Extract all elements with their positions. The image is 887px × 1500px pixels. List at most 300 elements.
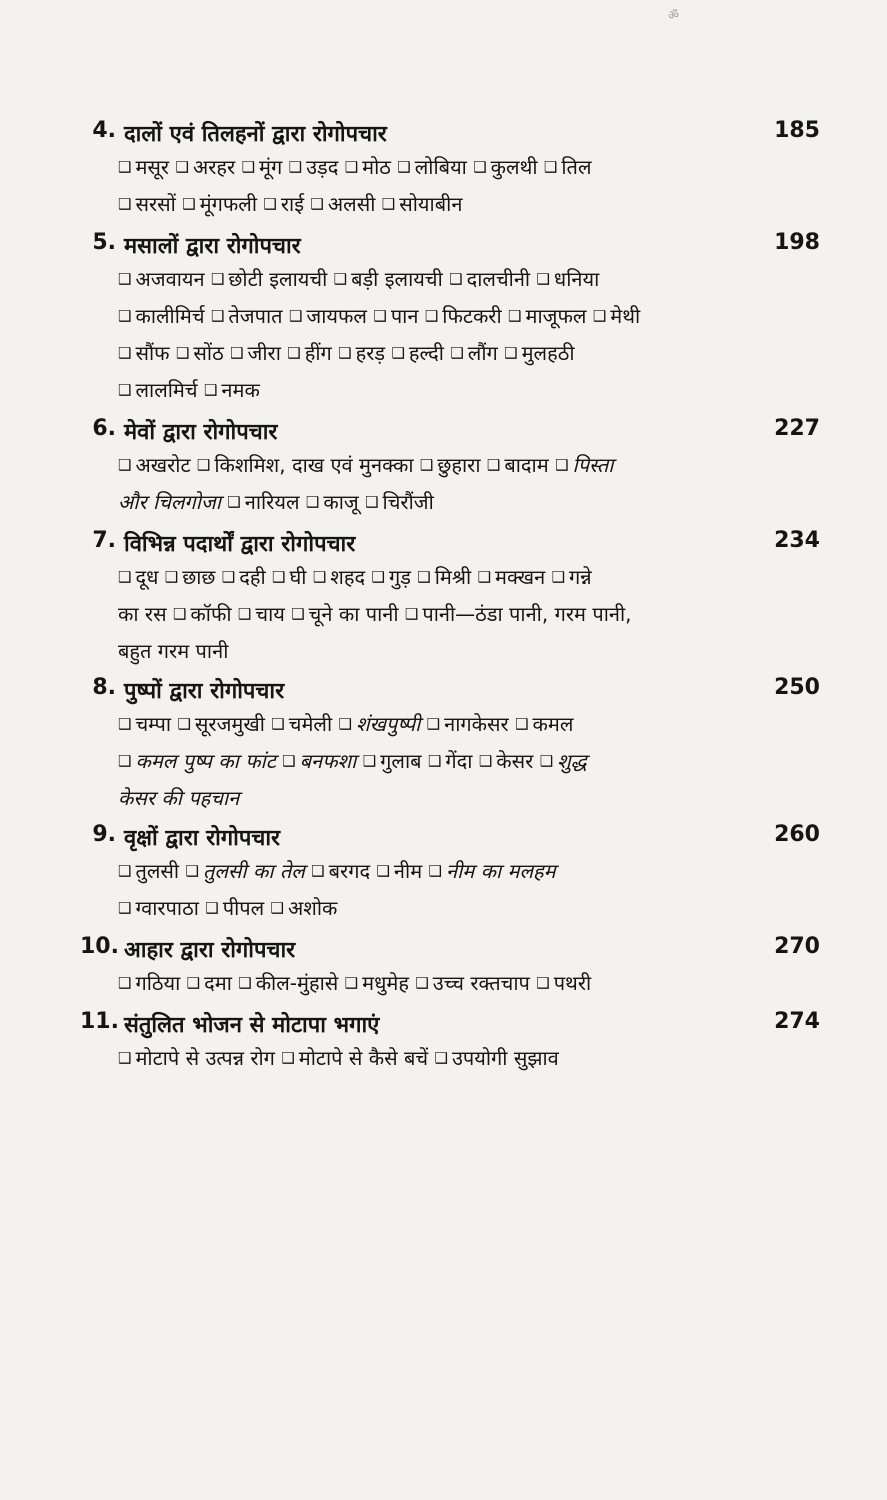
- toc-entry[interactable]: [80, 112, 820, 224]
- bullet-icon: ❑: [338, 344, 352, 362]
- bullet-icon: ❑: [381, 195, 396, 213]
- bullet-icon: ❑: [118, 862, 132, 880]
- bullet-icon: ❑: [477, 568, 492, 586]
- topic-text: मोटापे से उत्पन्न रोग: [135, 1046, 275, 1070]
- toc-entry-heading[interactable]: [80, 669, 820, 707]
- topic-text: सरसों: [135, 192, 176, 216]
- topic-item: [397, 155, 467, 179]
- topic-line: [118, 299, 818, 336]
- topic-item: [434, 1046, 558, 1070]
- page-number: 227: [774, 416, 820, 441]
- topic-text: अजवायन: [135, 267, 205, 291]
- toc-entry-heading[interactable]: [80, 928, 820, 966]
- bullet-icon: ❑: [592, 307, 607, 325]
- topic-item: [118, 453, 191, 477]
- bullet-icon: ❑: [434, 1049, 448, 1067]
- topic-text: दही: [239, 565, 266, 589]
- topic-text: शुद्ध: [557, 749, 587, 773]
- bullet-icon: ❑: [404, 605, 419, 623]
- topic-item: [227, 490, 299, 514]
- topic-text: पान: [390, 304, 419, 328]
- bullet-icon: ❑: [543, 158, 558, 176]
- topic-item: [271, 712, 332, 736]
- topic-text: अरहर: [192, 155, 236, 179]
- topic-item: [118, 786, 239, 810]
- toc-entry[interactable]: [80, 928, 820, 1003]
- page-number: 270: [774, 934, 820, 959]
- topic-text: चमेली: [288, 712, 333, 736]
- toc-entry-heading[interactable]: [80, 1003, 820, 1041]
- toc-entry[interactable]: [80, 224, 820, 410]
- topic-text: कॉफी: [190, 602, 232, 626]
- topic-text: पानी—ठंडा पानी, गरम पानी,: [422, 602, 632, 626]
- topic-list: [80, 1041, 818, 1078]
- topic-line: [118, 634, 818, 669]
- topic-text: तेजपात: [228, 304, 283, 328]
- bullet-icon: ❑: [270, 899, 284, 917]
- topic-item: [118, 896, 199, 920]
- toc-entry-heading[interactable]: [80, 112, 820, 150]
- page-number: 234: [774, 528, 820, 553]
- topic-text: गेंदा: [445, 749, 473, 773]
- topic-item: [339, 712, 421, 736]
- chapter-number: 4.: [92, 118, 116, 143]
- toc-entry[interactable]: [80, 1003, 820, 1078]
- topic-item: [289, 155, 339, 179]
- topic-text: ग्वारपाठा: [135, 896, 199, 920]
- topic-text: गठिया: [135, 971, 181, 995]
- bullet-icon: ❑: [551, 568, 566, 586]
- topic-item: [291, 602, 398, 626]
- bullet-icon: ❑: [272, 568, 286, 586]
- topic-text: चिरौंजी: [382, 490, 434, 514]
- chapter-number: 10.: [80, 934, 119, 959]
- chapter-title: दालों एवं तिलहनों द्वारा रोगोपचार: [124, 122, 387, 147]
- topic-text: मिश्री: [434, 565, 472, 589]
- topic-item: [338, 341, 385, 365]
- topic-text: उड़द: [306, 155, 339, 179]
- topic-text: गुलाब: [380, 749, 422, 773]
- topic-item: [306, 490, 359, 514]
- toc-entry-heading[interactable]: [80, 816, 820, 854]
- topic-item: [165, 565, 216, 589]
- bullet-icon: ❑: [486, 456, 501, 474]
- topic-text: अलसी: [327, 192, 376, 216]
- bullet-icon: ❑: [397, 158, 411, 176]
- topic-line: [118, 448, 818, 485]
- topic-item: [450, 341, 497, 365]
- topic-list: [80, 560, 818, 669]
- bullet-icon: ❑: [118, 974, 132, 992]
- topic-text: केसर: [496, 749, 534, 773]
- topic-item: [544, 155, 592, 179]
- topic-text: मोठ: [362, 155, 391, 179]
- topic-item: [211, 267, 327, 291]
- topic-text: तुलसी: [135, 859, 180, 883]
- toc-entry[interactable]: [80, 522, 820, 669]
- chapter-title: वृक्षों द्वारा रोगोपचार: [124, 826, 281, 851]
- bullet-icon: ❑: [478, 752, 493, 770]
- bullet-icon: ❑: [539, 752, 554, 770]
- chapter-title: विभिन्न पदार्थों द्वारा रोगोपचार: [124, 532, 356, 557]
- bullet-icon: ❑: [338, 715, 352, 733]
- topic-item: [415, 971, 530, 995]
- topic-text: दमा: [204, 971, 232, 995]
- table-of-contents: [80, 112, 820, 1078]
- topic-text: काजू: [323, 490, 359, 514]
- topic-text: छाछ: [182, 565, 216, 589]
- toc-entry-heading[interactable]: [80, 224, 820, 262]
- topic-line: [118, 744, 818, 781]
- topic-line: [118, 150, 818, 187]
- topic-item: [515, 712, 573, 736]
- topic-item: [118, 712, 171, 736]
- topic-line: [118, 187, 818, 224]
- bullet-icon: ❑: [362, 752, 377, 770]
- bullet-icon: ❑: [287, 344, 301, 362]
- chapter-title: मसालों द्वारा रोगोपचार: [124, 234, 301, 259]
- bullet-icon: ❑: [424, 307, 439, 325]
- chapter-number: 11.: [80, 1009, 119, 1034]
- bullet-icon: ❑: [371, 568, 385, 586]
- topic-line: [118, 707, 818, 744]
- topic-item: [118, 341, 170, 365]
- bullet-icon: ❑: [221, 568, 236, 586]
- bullet-icon: ❑: [118, 456, 132, 474]
- topic-item: [311, 859, 370, 883]
- bullet-icon: ❑: [449, 270, 463, 288]
- topic-text: तिल: [561, 155, 592, 179]
- topic-item: [428, 749, 473, 773]
- topic-text: नमक: [221, 378, 260, 402]
- bullet-icon: ❑: [175, 158, 189, 176]
- topic-item: [118, 602, 167, 626]
- bullet-icon: ❑: [118, 195, 132, 213]
- topic-item: [173, 602, 232, 626]
- bullet-icon: ❑: [271, 715, 285, 733]
- topic-item: [204, 378, 260, 402]
- topic-item: [263, 192, 304, 216]
- topic-item: [187, 971, 232, 995]
- bullet-icon: ❑: [288, 307, 303, 325]
- topic-item: [391, 341, 444, 365]
- bullet-icon: ❑: [515, 715, 529, 733]
- topic-text: राई: [280, 192, 305, 216]
- topic-item: [118, 1046, 275, 1070]
- topic-item: [429, 859, 556, 883]
- topic-item: [118, 378, 198, 402]
- topic-text: पथरी: [553, 971, 592, 995]
- topic-text: हरड़: [355, 341, 386, 365]
- topic-text: गन्ने: [569, 565, 592, 589]
- topic-text: कुलथी: [490, 155, 538, 179]
- topic-item: [118, 490, 221, 514]
- bullet-icon: ❑: [118, 307, 132, 325]
- topic-item: [118, 859, 179, 883]
- bullet-icon: ❑: [281, 1049, 295, 1067]
- topic-text: छुहारा: [437, 453, 481, 477]
- topic-item: [118, 155, 169, 179]
- topic-item: [176, 341, 224, 365]
- toc-entry[interactable]: [80, 816, 820, 928]
- topic-text: सोयाबीन: [399, 192, 463, 216]
- topic-text: और चिलगोजा: [118, 490, 221, 514]
- topic-text: फिटकरी: [442, 304, 502, 328]
- topic-text: पिस्ता: [572, 453, 614, 477]
- topic-text: दूध: [135, 565, 159, 589]
- topic-text: माजूफल: [525, 304, 587, 328]
- bullet-icon: ❑: [508, 307, 522, 325]
- topic-text: नारियल: [244, 490, 300, 514]
- topic-text: अशोक: [288, 896, 338, 920]
- bullet-icon: ❑: [450, 344, 464, 362]
- topic-item: [197, 453, 414, 477]
- toc-entry[interactable]: [80, 669, 820, 816]
- bullet-icon: ❑: [291, 605, 305, 623]
- topic-text: मोटापे से कैसे बचें: [298, 1046, 429, 1070]
- topic-item: [473, 155, 537, 179]
- chapter-number: 6.: [92, 416, 116, 441]
- topic-item: [313, 565, 365, 589]
- topic-text: सोंठ: [193, 341, 224, 365]
- chapter-number: 9.: [92, 822, 116, 847]
- topic-item: [365, 490, 434, 514]
- bullet-icon: ❑: [555, 456, 569, 474]
- topic-line: [118, 373, 818, 410]
- bullet-icon: ❑: [536, 974, 550, 992]
- chapter-number: 7.: [92, 528, 116, 553]
- topic-text: मधुमेह: [362, 971, 409, 995]
- topic-item: [118, 639, 228, 663]
- topic-item: [177, 712, 265, 736]
- bullet-icon: ❑: [182, 195, 196, 213]
- topic-item: [552, 565, 592, 589]
- topic-item: [425, 304, 502, 328]
- chapter-title: मेवों द्वारा रोगोपचार: [124, 420, 278, 445]
- bullet-icon: ❑: [241, 158, 256, 176]
- page-number: 198: [774, 230, 820, 255]
- bullet-icon: ❑: [373, 307, 387, 325]
- topic-text: का रस: [118, 602, 167, 626]
- topic-text: तुलसी का तेल: [202, 859, 305, 883]
- topic-text: धनिया: [553, 267, 600, 291]
- topic-text: मुलहठी: [521, 341, 575, 365]
- topic-text: नीम का मलहम: [445, 859, 556, 883]
- topic-item: [272, 565, 306, 589]
- topic-line: [118, 781, 818, 816]
- bullet-icon: ❑: [415, 974, 429, 992]
- bullet-icon: ❑: [376, 862, 390, 880]
- page-number: 185: [774, 118, 820, 143]
- toc-entry-heading[interactable]: [80, 522, 820, 560]
- chapter-number: 5.: [92, 230, 116, 255]
- topic-item: [504, 341, 574, 365]
- topic-text: बादाम: [504, 453, 549, 477]
- topic-text: उपयोगी सुझाव: [451, 1046, 559, 1070]
- topic-text: कील-मुंहासे: [255, 971, 339, 995]
- topic-text: शंखपुष्पी: [355, 712, 421, 736]
- topic-item: [334, 267, 443, 291]
- topic-item: [271, 896, 338, 920]
- bullet-icon: ❑: [164, 568, 179, 586]
- topic-item: [185, 859, 304, 883]
- topic-item: [363, 749, 422, 773]
- topic-item: [345, 971, 409, 995]
- bullet-icon: ❑: [344, 158, 359, 176]
- topic-item: [376, 859, 422, 883]
- topic-text: मक्खन: [495, 565, 546, 589]
- topic-item: [222, 565, 266, 589]
- bullet-icon: ❑: [118, 1049, 132, 1067]
- topic-text: छोटी इलायची: [228, 267, 328, 291]
- bullet-icon: ❑: [282, 752, 296, 770]
- bullet-icon: ❑: [263, 195, 277, 213]
- topic-text: मूंग: [259, 155, 283, 179]
- topic-text: नीम: [393, 859, 423, 883]
- bullet-icon: ❑: [210, 270, 225, 288]
- topic-list: [80, 448, 818, 522]
- topic-text: मसूर: [135, 155, 170, 179]
- bullet-icon: ❑: [428, 862, 442, 880]
- bullet-icon: ❑: [118, 381, 132, 399]
- bullet-icon: ❑: [333, 270, 348, 288]
- topic-text: उच्च रक्तचाप: [432, 971, 530, 995]
- bullet-icon: ❑: [227, 493, 241, 511]
- bullet-icon: ❑: [118, 899, 132, 917]
- topic-list: [80, 854, 818, 928]
- topic-text: जीरा: [247, 341, 281, 365]
- topic-text: मेथी: [610, 304, 641, 328]
- topic-item: [555, 453, 613, 477]
- topic-text: बरगद: [328, 859, 371, 883]
- topic-item: [281, 1046, 428, 1070]
- bullet-icon: ❑: [365, 493, 379, 511]
- topic-item: [427, 712, 509, 736]
- topic-text: किशमिश, दाख एवं मुनक्का: [214, 453, 414, 477]
- page-number: 250: [774, 675, 820, 700]
- bullet-icon: ❑: [230, 344, 244, 362]
- chapter-title: आहार द्वारा रोगोपचार: [124, 938, 296, 963]
- topic-item: [118, 565, 158, 589]
- topic-line: [118, 1041, 818, 1078]
- topic-item: [449, 267, 530, 291]
- bullet-icon: ❑: [175, 344, 190, 362]
- bullet-icon: ❑: [210, 307, 225, 325]
- topic-line: [118, 336, 818, 373]
- bullet-icon: ❑: [118, 752, 132, 770]
- topic-text: चाय: [255, 602, 285, 626]
- topic-item: [536, 971, 591, 995]
- bullet-icon: ❑: [118, 344, 132, 362]
- bullet-icon: ❑: [427, 752, 442, 770]
- bullet-icon: ❑: [344, 974, 359, 992]
- toc-entry-heading[interactable]: [80, 410, 820, 448]
- topic-text: अखरोट: [135, 453, 191, 477]
- topic-item: [182, 192, 257, 216]
- bullet-icon: ❑: [310, 195, 324, 213]
- topic-text: बड़ी इलायची: [351, 267, 443, 291]
- chapter-title: पुष्पों द्वारा रोगोपचार: [124, 679, 285, 704]
- bullet-icon: ❑: [172, 605, 187, 623]
- bullet-icon: ❑: [419, 456, 434, 474]
- topic-text: लालमिर्च: [135, 378, 198, 402]
- page-mark: ॐ: [668, 8, 679, 22]
- bullet-icon: ❑: [311, 862, 325, 880]
- topic-text: सूरजमुखी: [194, 712, 265, 736]
- topic-item: [478, 565, 546, 589]
- topic-line: [118, 891, 818, 928]
- topic-text: चूने का पानी: [308, 602, 399, 626]
- toc-entry[interactable]: [80, 410, 820, 522]
- bullet-icon: ❑: [118, 715, 132, 733]
- topic-text: हींग: [304, 341, 332, 365]
- topic-text: कमल: [532, 712, 574, 736]
- topic-item: [205, 896, 264, 920]
- topic-item: [508, 304, 586, 328]
- topic-text: लौंग: [467, 341, 498, 365]
- bullet-icon: ❑: [312, 568, 327, 586]
- topic-text: दालचीनी: [466, 267, 531, 291]
- topic-item: [211, 304, 283, 328]
- topic-text: मूंगफली: [199, 192, 258, 216]
- topic-text: कमल पुष्प का फांट: [135, 749, 276, 773]
- topic-text: सौंफ: [135, 341, 170, 365]
- topic-line: [118, 485, 818, 522]
- topic-line: [118, 560, 818, 597]
- bullet-icon: ❑: [426, 715, 441, 733]
- topic-item: [118, 749, 276, 773]
- bullet-icon: ❑: [118, 568, 132, 586]
- topic-text: बहुत गरम पानी: [118, 639, 229, 663]
- topic-item: [540, 749, 587, 773]
- bullet-icon: ❑: [305, 493, 320, 511]
- topic-line: [118, 854, 818, 891]
- topic-item: [238, 602, 285, 626]
- topic-line: [118, 597, 818, 634]
- bullet-icon: ❑: [417, 568, 431, 586]
- topic-item: [371, 565, 410, 589]
- bullet-icon: ❑: [237, 605, 252, 623]
- bullet-icon: ❑: [536, 270, 550, 288]
- topic-text: शहद: [330, 565, 366, 589]
- bullet-icon: ❑: [205, 899, 219, 917]
- topic-text: पीपल: [222, 896, 265, 920]
- topic-item: [345, 155, 391, 179]
- topic-item: [593, 304, 640, 328]
- topic-line: [118, 262, 818, 299]
- bullet-icon: ❑: [203, 381, 218, 399]
- topic-text: जायफल: [306, 304, 367, 328]
- topic-item: [282, 749, 356, 773]
- topic-item: [287, 341, 332, 365]
- bullet-icon: ❑: [238, 974, 252, 992]
- topic-item: [373, 304, 418, 328]
- topic-item: [536, 267, 599, 291]
- topic-text: नागकेसर: [444, 712, 509, 736]
- topic-item: [417, 565, 471, 589]
- topic-item: [479, 749, 534, 773]
- topic-item: [405, 602, 632, 626]
- topic-text: बनफशा: [299, 749, 357, 773]
- topic-item: [118, 971, 180, 995]
- topic-item: [118, 267, 205, 291]
- topic-list: [80, 262, 818, 410]
- chapter-title: संतुलित भोजन से मोटापा भगाएं: [124, 1013, 380, 1038]
- topic-text: लोबिया: [414, 155, 467, 179]
- topic-item: [118, 304, 205, 328]
- bullet-icon: ❑: [473, 158, 487, 176]
- page-number: 274: [774, 1009, 820, 1034]
